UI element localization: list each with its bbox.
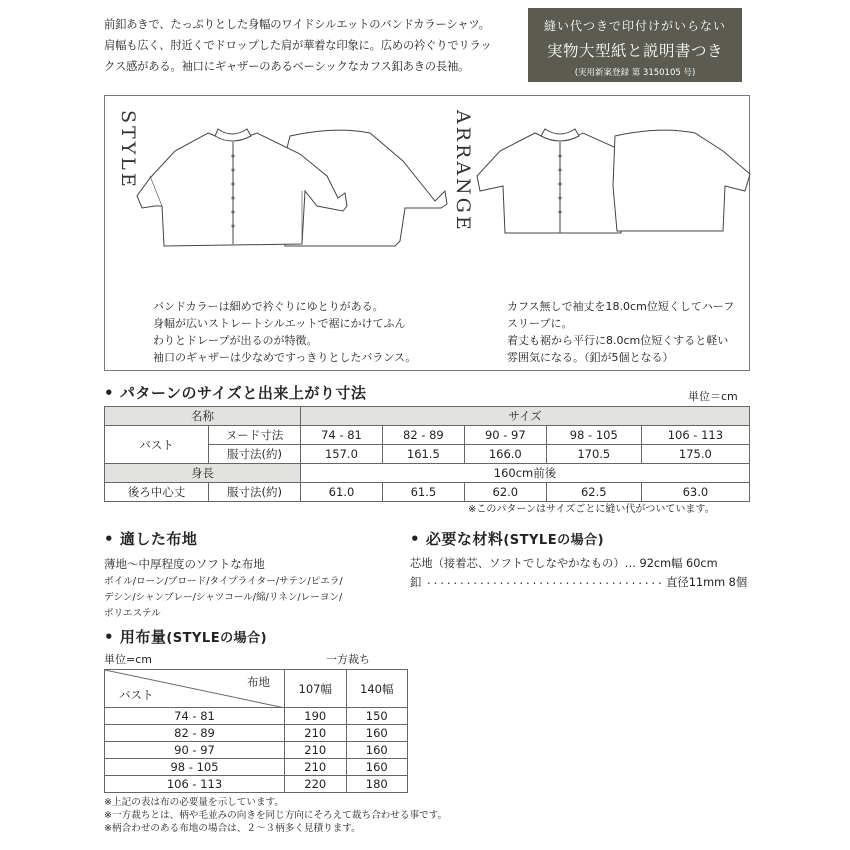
usage-note-line: ※柄合わせのある布地の場合は、２～３柄多く見積ります。	[104, 823, 361, 834]
arrange-desc-line: スリーブに。	[507, 317, 573, 330]
size-note: ※このパターンはサイズごとに縫い代がついています。	[468, 504, 715, 515]
garment-label: 服寸法(約)	[209, 445, 301, 464]
table-row	[105, 776, 408, 793]
size-header: サイズ	[301, 407, 750, 426]
arrange-desc-line: 雰囲気になる。（釦が5個となる）	[507, 351, 674, 364]
usage-107: 210	[285, 725, 347, 742]
intro-text	[104, 14, 514, 77]
usage-cut-label: 一方裁ち	[326, 653, 370, 666]
arrange-desc-line: カフス無しで袖丈を18.0cm位短くしてハーフ	[507, 300, 735, 313]
usage-diagonal-header	[105, 670, 285, 708]
table-row	[105, 725, 408, 742]
material-value: 直径11mm 8個	[666, 576, 748, 589]
usage-size: 106 - 113	[105, 776, 285, 793]
style-desc-line: バンドカラーは細めで衿ぐりにゆとりがある。	[153, 300, 384, 313]
arrange-description	[507, 298, 734, 366]
usage-note-line: ※一方裁ちとは、柄や毛並みの向きを同じ方向にそろえて裁ち合わせる事です。	[104, 810, 448, 821]
usage-107: 190	[285, 708, 347, 725]
fabric-list	[104, 574, 384, 622]
usage-140: 180	[346, 776, 408, 793]
usage-140: 160	[346, 725, 408, 742]
material-button	[410, 574, 747, 590]
table-row	[105, 407, 750, 426]
back-length-cell: 62.5	[546, 483, 641, 502]
size-cell: 98 - 105	[546, 426, 641, 445]
height-value: 160cm前後	[301, 464, 750, 483]
badge-line-3: (実用新案登録 第 3150105 号)	[574, 68, 696, 78]
pattern-badge	[528, 8, 742, 82]
style-label: STYLE	[117, 110, 139, 190]
usage-107: 220	[285, 776, 347, 793]
back-length-cell: 63.0	[641, 483, 749, 502]
size-cell: 90 - 97	[464, 426, 546, 445]
size-cell: 106 - 113	[641, 426, 749, 445]
usage-unit: 単位=cm	[104, 653, 152, 666]
usage-140: 160	[346, 742, 408, 759]
fabric-section-title: • 適した布地	[104, 530, 198, 548]
material-name: 芯地（接着芯、ソフトでしなやかなもの）	[410, 557, 625, 570]
intro-line-2: 肩幅も広く、肘近くでドロップした肩が華着な印象に。広めの衿ぐりでリラッ	[104, 39, 492, 52]
material-name: 釦	[410, 576, 422, 589]
usage-table	[104, 669, 408, 793]
style-desc-line: わりとドレープが出るのが特徴。	[153, 334, 318, 347]
bust-garment-cell: 170.5	[546, 445, 641, 464]
style-desc-line: 身幅が広いストレートシルエットで裾にかけてふん	[153, 317, 406, 330]
back-length-cell: 61.5	[382, 483, 464, 502]
bust-label: バスト	[105, 426, 209, 464]
name-header: 名称	[105, 407, 301, 426]
col-107: 107幅	[285, 670, 347, 708]
size-cell: 74 - 81	[301, 426, 383, 445]
col-140: 140幅	[346, 670, 408, 708]
usage-size: 90 - 97	[105, 742, 285, 759]
intro-line-3: クス感がある。袖口にギャザーのあるベーシックなカフス釦あきの長袖。	[104, 60, 470, 73]
table-row	[105, 670, 408, 708]
arrange-label: ARRANGE	[452, 110, 474, 233]
usage-140: 150	[346, 708, 408, 725]
badge-line-2: 実物大型紙と説明書つき	[546, 42, 723, 60]
back-garment-label: 服寸法(約)	[209, 483, 301, 502]
height-label: 身長	[105, 464, 301, 483]
back-length-cell: 61.0	[301, 483, 383, 502]
arrange-desc-line: 着丈も裾から平行に8.0cm位短くすると軽い	[507, 334, 729, 347]
usage-size: 82 - 89	[105, 725, 285, 742]
bust-garment-cell: 161.5	[382, 445, 464, 464]
style-description	[153, 298, 416, 366]
badge-line-1: 縫い代つきで印付けがいらない	[543, 19, 726, 33]
bust-garment-cell: 175.0	[641, 445, 749, 464]
material-dots: ・・・・・・・・・・・・・・・・・・・・・・・・・・・・・・・・・・・・	[424, 579, 663, 588]
style-desc-line: 袖口のギャザーは少なめですっきりとしたバランス。	[153, 351, 417, 364]
material-interfacing	[410, 555, 718, 571]
size-section-title: • パターンのサイズと出来上がり寸法	[104, 384, 367, 402]
back-length-label: 後ろ中心丈	[105, 483, 209, 502]
usage-size: 74 - 81	[105, 708, 285, 725]
table-row	[105, 483, 750, 502]
usage-140: 160	[346, 759, 408, 776]
fabric-list-line: デシン/シャンブレー/シャツコール/綿/リネン/レーヨン/	[104, 592, 343, 603]
usage-107: 210	[285, 742, 347, 759]
material-dots: …	[624, 557, 636, 570]
back-length-cell: 62.0	[464, 483, 546, 502]
arrange-back-shirt	[613, 130, 750, 231]
bust-garment-cell: 166.0	[464, 445, 546, 464]
fabric-list-line: ポリエステル	[104, 608, 161, 619]
size-table	[104, 406, 750, 502]
illustration-panel	[104, 95, 750, 371]
usage-section-title: • 用布量(STYLEの場合)	[104, 628, 268, 646]
fabric-label: 布地	[247, 675, 270, 689]
table-row	[105, 426, 750, 445]
fabric-subtitle: 薄地〜中厚程度のソフトな布地	[104, 557, 265, 571]
table-row	[105, 708, 408, 725]
usage-note-line: ※上記の表は布の必要量を示しています。	[104, 797, 284, 808]
size-unit: 単位＝cm	[688, 390, 738, 403]
table-row	[105, 464, 750, 483]
table-row	[105, 759, 408, 776]
nude-label: ヌード寸法	[209, 426, 301, 445]
intro-line-1: 前釦あきで、たっぷりとした身幅のワイドシルエットのバンドカラーシャツ。	[104, 18, 490, 31]
materials-section-title: • 必要な材料(STYLEの場合)	[410, 530, 605, 548]
bust-garment-cell: 157.0	[301, 445, 383, 464]
table-row	[105, 742, 408, 759]
usage-107: 210	[285, 759, 347, 776]
bust-label: バスト	[119, 688, 154, 702]
material-value: 92cm幅 60cm	[639, 557, 718, 570]
size-cell: 82 - 89	[382, 426, 464, 445]
usage-notes	[104, 796, 447, 835]
usage-size: 98 - 105	[105, 759, 285, 776]
fabric-list-line: ボイル/ローン/ブロード/タイプライター/サテン/ピエラ/	[104, 576, 343, 587]
